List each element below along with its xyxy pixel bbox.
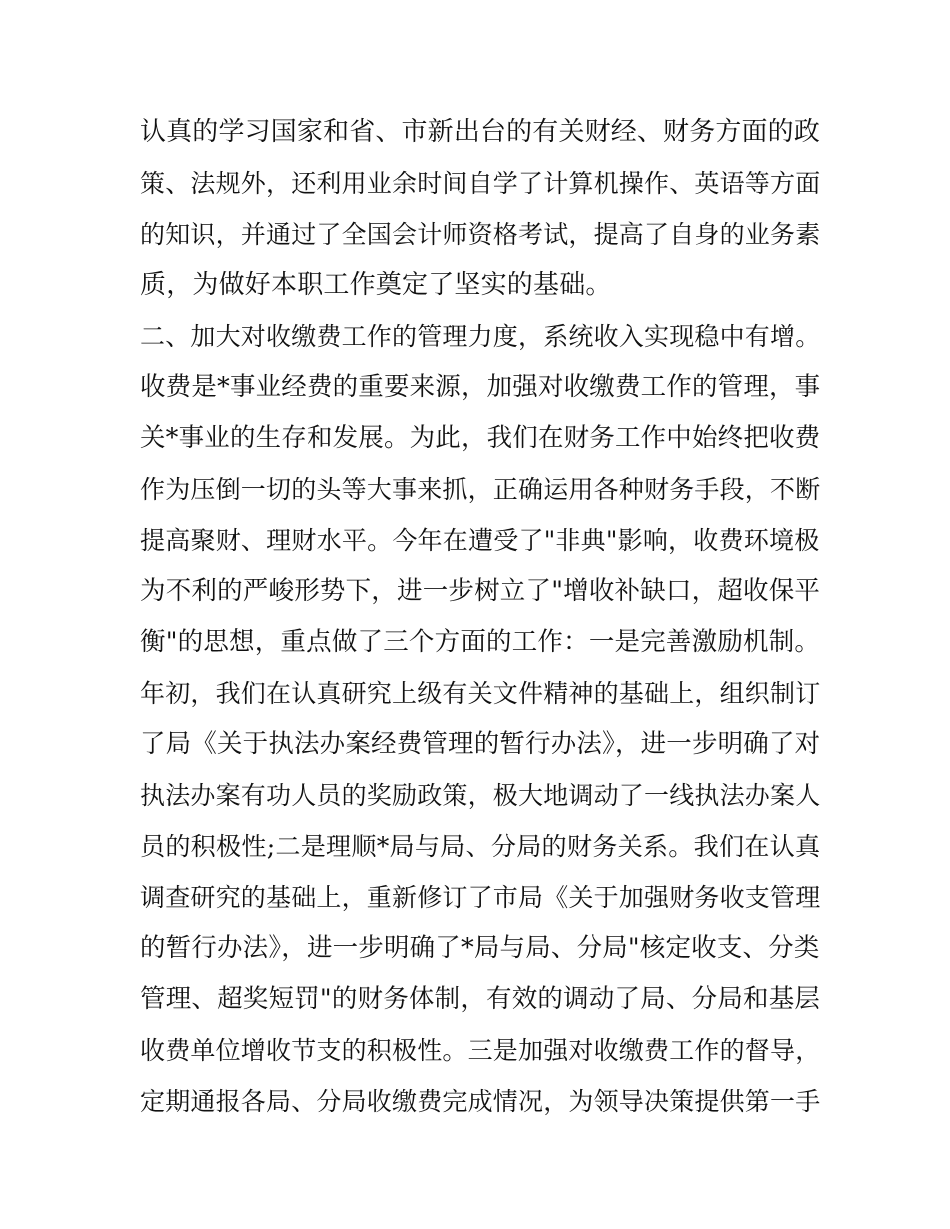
text-line: 策、法规外，还利用业余时间自学了计算机操作、英语等方面	[140, 169, 821, 198]
text-line: 衡"的思想，重点做了三个方面的工作：一是完善激励机制。	[140, 627, 821, 657]
text-line: 认真的学习国家和省、市新出台的有关财经、财务方面的政	[140, 117, 820, 147]
text-line: 员的积极性;二是理顺*局与局、分局的财务关系。我们在认真	[140, 832, 821, 861]
text-line: 质，为做好本职工作奠定了坚实的基础。	[140, 270, 612, 300]
text-line: 作为压倒一切的头等大事来抓，正确运用各种财务手段，不断	[140, 475, 821, 504]
text-line: 定期通报各局、分局收缴费完成情况，为领导决策提供第一手	[140, 1087, 821, 1116]
section-heading: 二、加大对收缴费工作的管理力度，系统收入实现稳中有增。	[140, 322, 821, 351]
text-line: 收费是*事业经费的重要来源，加强对收缴费工作的管理，事	[140, 372, 821, 402]
text-line: 的暂行办法》，进一步明确了*局与局、分局"核定收支、分类	[140, 933, 820, 963]
text-line: 提高聚财、理财水平。今年在遭受了"非典"影响，收费环境极	[140, 526, 820, 555]
text-line: 的知识，并通过了全国会计师资格考试，提高了自身的业务素	[140, 220, 821, 249]
body-text	[140, 107, 820, 1127]
text-line: 为不利的严峻形势下，进一步树立了"增收补缺口，超收保平	[140, 576, 821, 606]
text-line: 了局《关于执法办案经费管理的暂行办法》，进一步明确了对	[140, 729, 821, 759]
text-line: 管理、超奖短罚"的财务体制，有效的调动了局、分局和基层	[140, 984, 821, 1014]
text-line: 执法办案有功人员的奖励政策，极大地调动了一线执法办案人	[140, 781, 821, 810]
text-line: 调查研究的基础上，重新修订了市局《关于加强财务收支管理	[140, 883, 821, 912]
text-line: 关*事业的生存和发展。为此，我们在财务工作中始终把收费	[140, 423, 821, 453]
text-line: 收费单位增收节支的积极性。三是加强对收缴费工作的督导，	[140, 1036, 821, 1065]
text-line: 年初，我们在认真研究上级有关文件精神的基础上，组织制订	[140, 679, 821, 708]
